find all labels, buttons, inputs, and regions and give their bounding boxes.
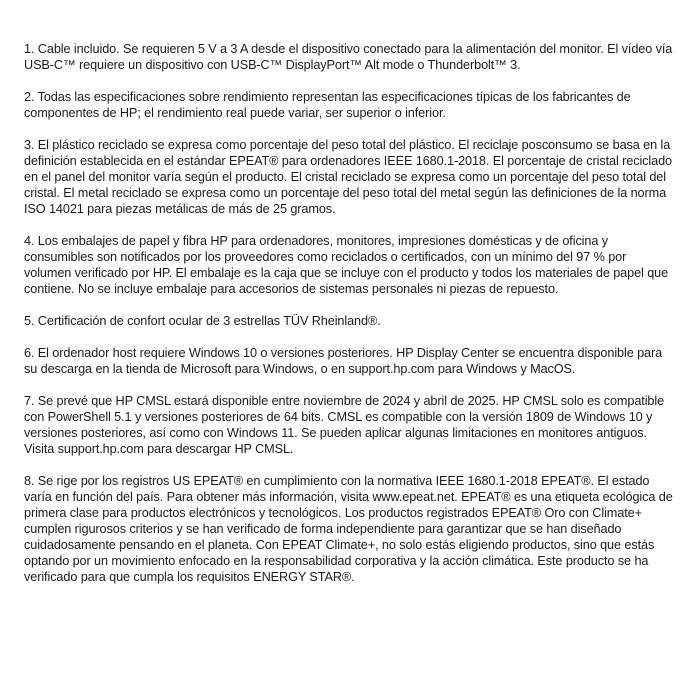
footnotes-section — [24, 41, 676, 585]
footnote-6: 6. El ordenador host requiere Windows 10 o versiones posteriores. HP Display Center se encuentra disponible para su descarga en la tienda de Microsoft para Windows, o en support.hp.com para Windows y MacOS. — [24, 346, 663, 376]
footnote-1: 1. Cable incluido. Se requieren 5 V a 3 A desde el dispositivo conectado para la alimentación del monitor. El vídeo vía USB-C™ requiere un dispositivo con USB-C™ DisplayPort™ Alt mode o Thunderbolt™ 3. — [24, 42, 673, 72]
footnote-3: 3. El plástico reciclado se expresa como porcentaje del peso total del plástico. El reciclaje posconsumo se basa en la definición establecida en el estándar EPEAT® para ordenadores IEEE 1680.1-2018. El porcentaje de cristal reciclado en el panel del monitor varía según el producto. El cristal reciclado se expresa como un porcentaje del peso total del cristal. El metal reciclado se expresa como un porcentaje del peso total del metal según las definiciones de la norma ISO 14021 para piezas metálicas de más de 25 gramos. — [24, 138, 672, 216]
footnote-5: 5. Certificación de confort ocular de 3 estrellas TÜV Rheinland®. — [24, 314, 381, 328]
footnote-2: 2. Todas las especificaciones sobre rendimiento representan las especificaciones típicas de los fabricantes de componentes de HP; el rendimiento real puede variar, ser superior o inferior. — [24, 90, 631, 120]
footnote-8: 8. Se rige por los registros US EPEAT® en cumplimiento con la normativa IEEE 1680.1-2018 EPEAT®. El estado varía en función del país. Para obtener más información, visita www.epeat.net. EPEAT® es una etiqueta ecológica de primera clase para productos electrónicos y tecnológicos. Los productos registrados EPEAT® Oro con Climate+ cumplen rigurosos criterios y se han verificado de forma independiente para garantizar que se han diseñado cuidadosamente pensando en el planeta. Con EPEAT Climate+, no solo estás eligiendo productos, sino que estás optando por un movimiento enfocado en la responsabilidad corporativa y la acción climática. Este producto se ha verificado para que cumpla los requisitos ENERGY STAR®. — [24, 474, 673, 584]
footnote-4: 4. Los embalajes de papel y fibra HP para ordenadores, monitores, impresiones domésticas y de oficina y consumibles son notificados por los proveedores como reciclados o certificados, con un mínimo del 97 % por volumen verificado por HP. El embalaje es la caja que se incluye con el producto y todos los materiales de papel que contiene. No se incluye embalaje para accesorios de sistemas personales ni piezas de repuesto. — [24, 234, 669, 296]
footnote-7: 7. Se prevé que HP CMSL estará disponible entre noviembre de 2024 y abril de 2025. HP CMSL solo es compatible con PowerShell 5.1 y versiones posteriores de 64 bits. CMSL es compatible con la versión 1809 de Windows 10 y versiones posteriores, así como con Windows 11. Se pueden aplicar algunas limitaciones en monitores antiguos. Visita support.hp.com para descargar HP CMSL. — [24, 394, 665, 456]
